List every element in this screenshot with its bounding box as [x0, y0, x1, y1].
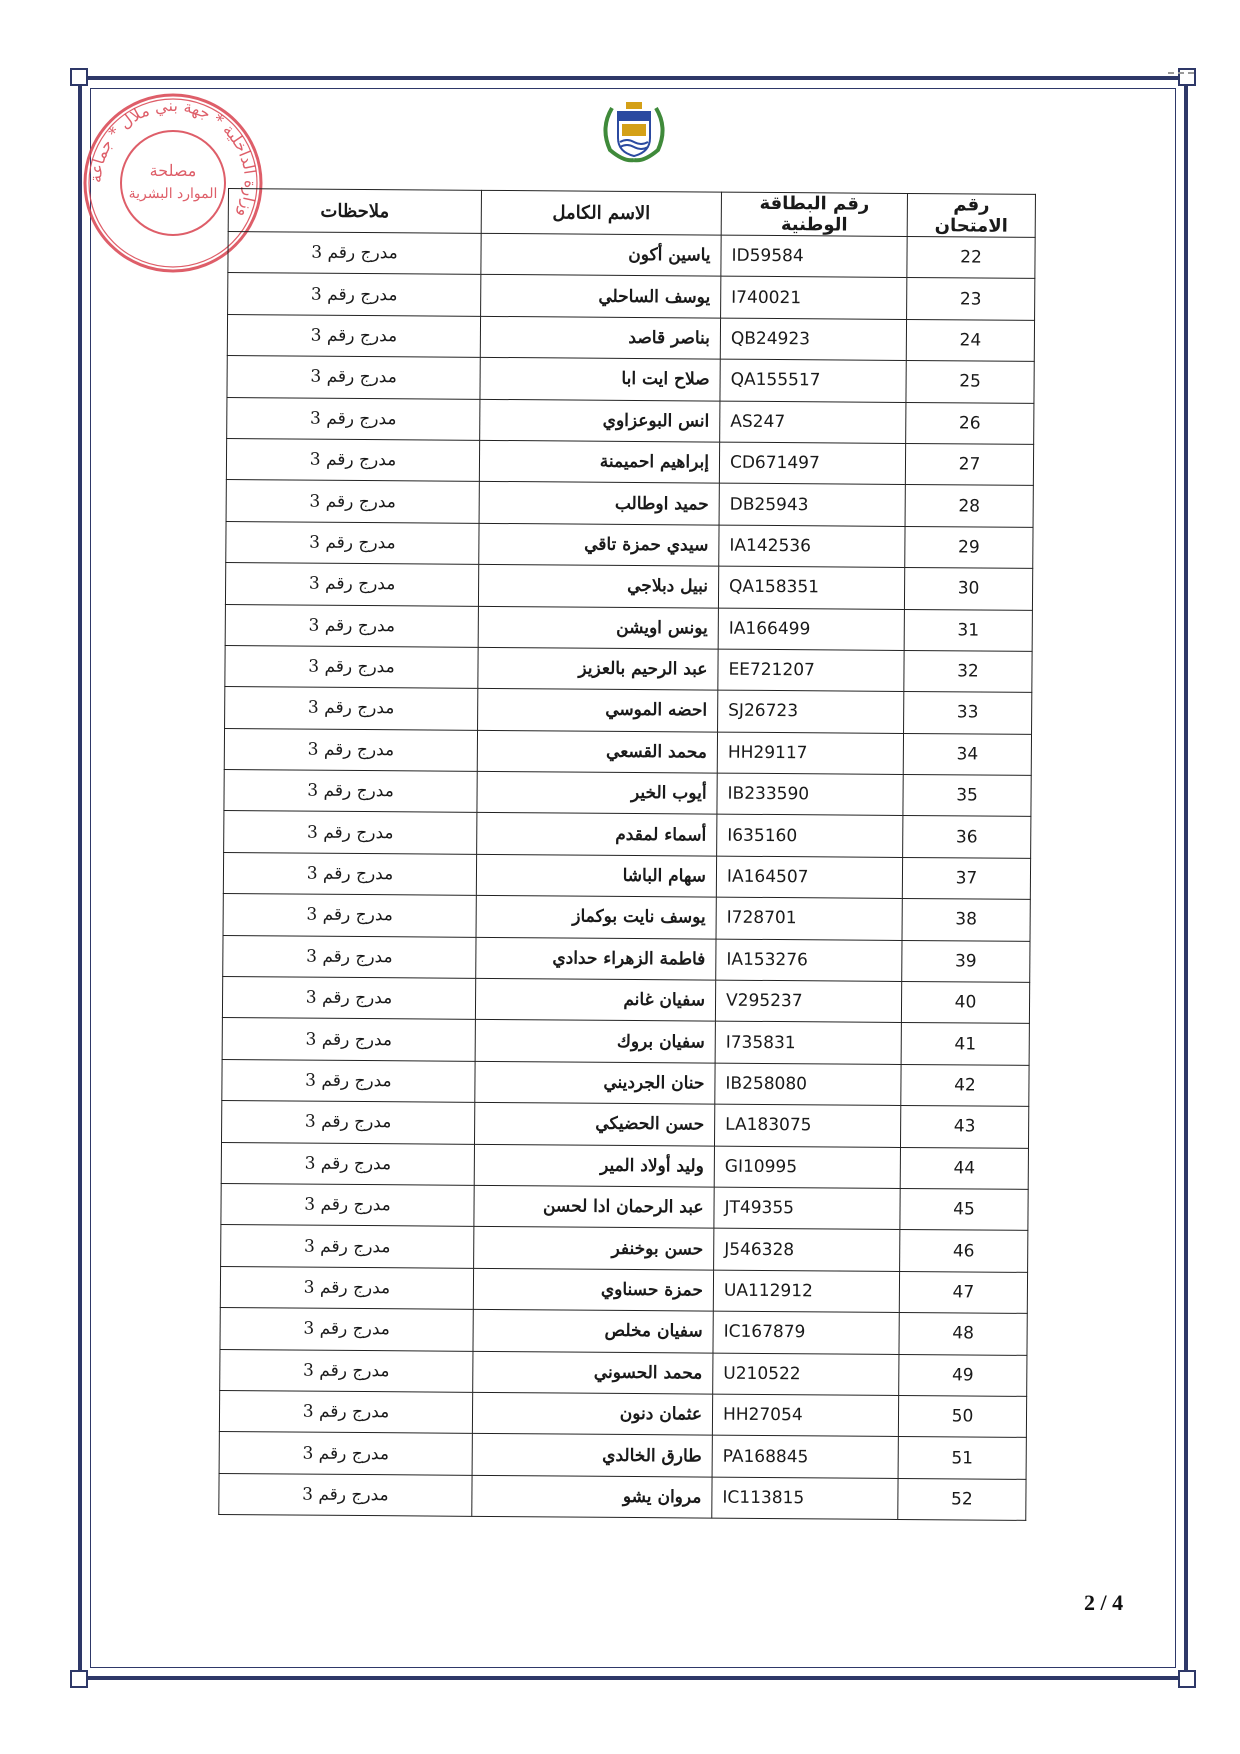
cell-exam-number: 42 — [901, 1064, 1029, 1106]
cell-notes: مدرج رقم 3 — [222, 977, 475, 1020]
cell-notes: مدرج رقم 3 — [222, 1101, 475, 1144]
table-row — [223, 894, 1030, 941]
cell-full-name: عبد الرحيم بالعزيز — [478, 647, 718, 690]
cell-full-name: عثمان دنون — [472, 1392, 712, 1435]
cell-full-name: احضه الموسي — [478, 689, 718, 732]
cell-national-id: IA164507 — [716, 856, 902, 899]
cell-notes: مدرج رقم 3 — [224, 770, 477, 813]
cell-exam-number: 22 — [907, 236, 1035, 278]
border-corner-bottom-right — [1178, 1670, 1196, 1688]
table-row — [224, 811, 1031, 858]
cell-notes: مدرج رقم 3 — [226, 480, 479, 523]
cell-national-id: SJ26723 — [718, 690, 904, 733]
cell-national-id: IC167879 — [713, 1311, 899, 1354]
table-row — [219, 1432, 1026, 1479]
cell-exam-number: 27 — [905, 443, 1033, 485]
stamp-center-line2: الموارد البشرية — [128, 186, 218, 202]
table-row — [225, 604, 1032, 651]
cell-notes: مدرج رقم 3 — [226, 521, 479, 564]
cell-national-id: IA153276 — [716, 939, 902, 982]
table-row — [224, 728, 1031, 775]
cell-national-id: GI10995 — [714, 1146, 900, 1189]
cell-notes: مدرج رقم 3 — [223, 935, 476, 978]
cell-national-id: QB24923 — [720, 318, 906, 361]
table-row — [227, 356, 1034, 403]
coat-of-arms-icon — [598, 98, 670, 164]
cell-notes: مدرج رقم 3 — [220, 1266, 473, 1309]
cell-national-id: HH27054 — [712, 1394, 898, 1437]
cell-full-name: مروان يشو — [472, 1475, 712, 1518]
cell-full-name: طارق الخالدي — [472, 1434, 712, 1477]
cell-exam-number: 29 — [905, 526, 1033, 568]
cell-national-id: ID59584 — [721, 235, 907, 278]
cell-notes: مدرج رقم 3 — [219, 1390, 472, 1433]
cell-full-name: نبيل دبلاجي — [478, 564, 718, 607]
table-row — [219, 1473, 1026, 1520]
exam-candidates-table — [218, 188, 1036, 1521]
cell-notes: مدرج رقم 3 — [222, 1018, 475, 1061]
cell-notes: مدرج رقم 3 — [227, 314, 480, 357]
cell-notes: مدرج رقم 3 — [221, 1225, 474, 1268]
cell-exam-number: 44 — [900, 1147, 1028, 1189]
cell-exam-number: 50 — [898, 1395, 1026, 1437]
table-row — [222, 977, 1029, 1024]
table-row — [221, 1183, 1028, 1230]
cell-national-id: EE721207 — [718, 649, 904, 692]
cell-notes: مدرج رقم 3 — [227, 356, 480, 399]
table-row — [227, 314, 1034, 361]
cell-notes: مدرج رقم 3 — [227, 397, 480, 440]
cell-national-id: I735831 — [715, 1022, 901, 1065]
cell-full-name: ياسين أكون — [481, 233, 721, 276]
cell-exam-number: 33 — [904, 692, 1032, 734]
table-row — [220, 1308, 1027, 1355]
cell-full-name: محمد الحسوني — [473, 1351, 713, 1394]
cell-notes: مدرج رقم 3 — [225, 563, 478, 606]
cell-notes: مدرج رقم 3 — [224, 811, 477, 854]
cell-full-name: سفيان غانم — [475, 978, 715, 1021]
cell-notes: مدرج رقم 3 — [225, 687, 478, 730]
cell-notes: مدرج رقم 3 — [228, 273, 481, 316]
cell-national-id: I635160 — [717, 815, 903, 858]
table-header-row — [228, 189, 1035, 238]
cell-exam-number: 30 — [904, 568, 1032, 610]
border-corner-top-left — [70, 68, 88, 86]
table-row — [223, 852, 1030, 899]
cell-exam-number: 51 — [898, 1437, 1026, 1479]
cell-full-name: فاطمة الزهراء حدادي — [476, 937, 716, 980]
cell-national-id: IA142536 — [719, 525, 905, 568]
cell-national-id: AS247 — [720, 401, 906, 444]
cell-national-id: U210522 — [713, 1353, 899, 1396]
cell-full-name: انس البوعزاوي — [480, 399, 720, 442]
cell-exam-number: 26 — [906, 402, 1034, 444]
cell-notes: مدرج رقم 3 — [222, 1059, 475, 1102]
cell-exam-number: 28 — [905, 485, 1033, 527]
table-row — [223, 935, 1030, 982]
cell-exam-number: 35 — [903, 775, 1031, 817]
header-full-name: الاسم الكامل — [481, 190, 721, 235]
table-row — [225, 563, 1032, 610]
header-notes: ملاحظات — [228, 189, 481, 234]
cell-exam-number: 39 — [902, 940, 1030, 982]
table-row — [228, 273, 1035, 320]
cell-national-id: HH29117 — [717, 732, 903, 775]
cell-full-name: سيدي حمزة تاقي — [479, 523, 719, 566]
cell-notes: مدرج رقم 3 — [225, 604, 478, 647]
page-number: 2 / 4 — [1084, 1590, 1124, 1615]
table-row — [220, 1349, 1027, 1396]
cell-full-name: يوسف الساحلي — [481, 275, 721, 318]
cell-full-name: أسماء لمقدم — [477, 813, 717, 856]
cell-national-id: IA166499 — [718, 608, 904, 651]
cell-national-id: I728701 — [716, 897, 902, 940]
table-row — [228, 232, 1035, 279]
cell-national-id: PA168845 — [712, 1435, 898, 1478]
table-row — [224, 770, 1031, 817]
cell-national-id: UA112912 — [713, 1270, 899, 1313]
cell-notes: مدرج رقم 3 — [225, 645, 478, 688]
stamp-center-line1: مصلحة — [149, 161, 197, 180]
cell-full-name: حسن بوخنفر — [474, 1227, 714, 1270]
table-row — [222, 1059, 1029, 1106]
cell-exam-number: 45 — [900, 1188, 1028, 1230]
table-row — [222, 1101, 1029, 1148]
cell-notes: مدرج رقم 3 — [224, 728, 477, 771]
cell-full-name: إبراهيم احميمنة — [479, 440, 719, 483]
cell-full-name: أيوب الخير — [477, 771, 717, 814]
cell-exam-number: 41 — [901, 1023, 1029, 1065]
cell-full-name: سفيان مخلص — [473, 1309, 713, 1352]
border-corner-bottom-left — [70, 1670, 88, 1688]
cell-exam-number: 36 — [903, 816, 1031, 858]
cell-exam-number: 48 — [899, 1313, 1027, 1355]
table-row — [227, 397, 1034, 444]
cell-national-id: J546328 — [714, 1228, 900, 1271]
cell-notes: مدرج رقم 3 — [228, 232, 481, 275]
cell-notes: مدرج رقم 3 — [220, 1349, 473, 1392]
header-national-id: رقم البطاقة الوطنية — [721, 192, 907, 236]
cell-notes: مدرج رقم 3 — [226, 438, 479, 481]
cell-national-id: IB258080 — [715, 1063, 901, 1106]
border-corner-top-right — [1178, 68, 1196, 86]
cell-notes: مدرج رقم 3 — [221, 1183, 474, 1226]
cell-national-id: CD671497 — [719, 442, 905, 485]
cell-exam-number: 49 — [899, 1354, 1027, 1396]
cell-national-id: IC113815 — [712, 1477, 898, 1520]
cell-full-name: يونس اويشن — [478, 606, 718, 649]
header-exam-number: رقم الامتحان — [907, 193, 1035, 237]
cell-full-name: وليد أولاد المير — [474, 1144, 714, 1187]
cell-exam-number: 37 — [902, 857, 1030, 899]
table-row — [219, 1390, 1026, 1437]
cell-exam-number: 34 — [903, 733, 1031, 775]
cell-full-name: عبد الرحمان ادا لحسن — [474, 1185, 714, 1228]
cell-national-id: DB25943 — [719, 483, 905, 526]
table-row — [220, 1266, 1027, 1313]
scan-mark — [1168, 72, 1194, 76]
cell-full-name: سفيان بروك — [475, 1020, 715, 1063]
cell-national-id: JT49355 — [714, 1187, 900, 1230]
cell-full-name: حميد اوطالب — [479, 482, 719, 525]
table-row — [225, 687, 1032, 734]
table-row — [225, 645, 1032, 692]
table-row — [226, 438, 1033, 485]
cell-full-name: حنان الجرديني — [475, 1061, 715, 1104]
cell-notes: مدرج رقم 3 — [219, 1432, 472, 1475]
table-row — [221, 1142, 1028, 1189]
cell-exam-number: 31 — [904, 609, 1032, 651]
table-row — [221, 1225, 1028, 1272]
cell-full-name: محمد القسعي — [477, 730, 717, 773]
cell-exam-number: 23 — [907, 278, 1035, 320]
cell-full-name: حمزة حسناوي — [473, 1268, 713, 1311]
cell-full-name: سهام الباشا — [476, 854, 716, 897]
cell-notes: مدرج رقم 3 — [221, 1142, 474, 1185]
cell-national-id: V295237 — [715, 980, 901, 1023]
cell-exam-number: 32 — [904, 650, 1032, 692]
cell-full-name: بناصر قاصد — [480, 316, 720, 359]
cell-exam-number: 38 — [902, 899, 1030, 941]
cell-full-name: حسن الحضيكي — [474, 1103, 714, 1146]
cell-exam-number: 40 — [901, 981, 1029, 1023]
table-row — [226, 480, 1033, 527]
cell-exam-number: 52 — [898, 1478, 1026, 1520]
cell-national-id: LA183075 — [714, 1104, 900, 1147]
cell-notes: مدرج رقم 3 — [223, 894, 476, 937]
cell-national-id: IB233590 — [717, 773, 903, 816]
cell-national-id: QA158351 — [718, 566, 904, 609]
cell-exam-number: 47 — [899, 1271, 1027, 1313]
cell-full-name: يوسف نايت بوكماز — [476, 896, 716, 939]
cell-exam-number: 24 — [906, 319, 1034, 361]
cell-national-id: QA155517 — [720, 359, 906, 402]
stamp-ring-text: وزارة الداخلية * جهة بني ملال * جماعة — [85, 95, 261, 221]
cell-exam-number: 43 — [900, 1106, 1028, 1148]
table-row — [226, 521, 1033, 568]
cell-full-name: صلاح ايت ابا — [480, 358, 720, 401]
cell-notes: مدرج رقم 3 — [220, 1308, 473, 1351]
cell-national-id: I740021 — [721, 277, 907, 320]
cell-notes: مدرج رقم 3 — [223, 852, 476, 895]
cell-exam-number: 25 — [906, 361, 1034, 403]
cell-notes: مدرج رقم 3 — [219, 1473, 472, 1516]
cell-exam-number: 46 — [900, 1230, 1028, 1272]
table-row — [222, 1018, 1029, 1065]
